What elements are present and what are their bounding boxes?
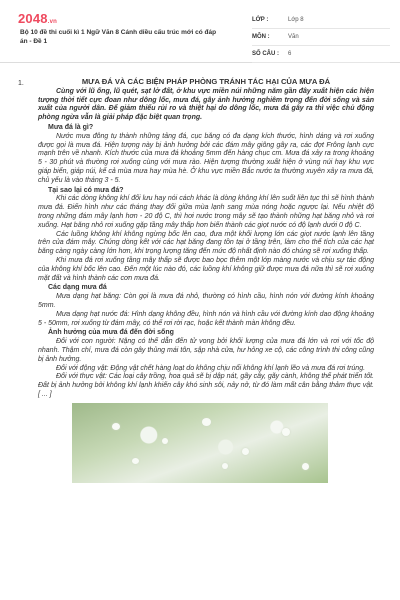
- reading-passage: [38, 78, 374, 483]
- paragraph: Mưa dạng hạt băng: Còn gọi là mưa đá nhỏ, thường có hình cầu, hình nón với đường kính khoảng 5mm.: [38, 293, 374, 309]
- passage-title: MƯA ĐÁ VÀ CÁC BIỆN PHÁP PHÒNG TRÁNH TÁC HẠI CỦA MƯA ĐÁ: [81, 77, 331, 86]
- meta-value: Văn: [288, 34, 299, 40]
- paragraph: Đối với con người: Nặng có thể dẫn đến tử vong bởi khối lượng của mưa đá lớn và rơi với tốc độ nhanh. Thậm chí, mưa đá còn gây thủng mái tôn, sập nhà cửa, hư hỏng xe cộ, các công trình thi công cũng bị ảnh hưởng.: [38, 338, 374, 363]
- logo-suffix: .vn: [47, 19, 58, 25]
- paragraph: Khi mưa đá rơi xuống tầng mây thấp sẽ được bao bọc thêm một lớp màng nước và chịu sự tác động của không khí bốc lên cao. Đến một lúc nào đó, các luồng khí không giữ được mưa đá nữa thì sẽ rơi xuống mặt đất và hình thành các cơn mưa đá.: [38, 256, 374, 282]
- paragraph: Khi các dòng không khí đối lưu hay nói cách khác là dòng không khí lên suốt liên tục thì sẽ hình thành mưa đá. Điển hình như các tháng thay đổi giữa mùa lạnh sang mùa nóng hoặc ngược lại. Nếu nhiệt độ trong những đám mây lạnh hơn - 20 độ C, thì hơi nước trong mây sẽ tạo thành những hạt băng nhỏ và rơi xuống. Hạt băng nhỏ rơi xuống gặp tầng mây thấp hơn biến thành các giọt nước có độ lạnh dưới 0 độ C.: [38, 195, 374, 229]
- passage-lead: Cùng với lũ ống, lũ quét, sạt lở đất, ở khu vực miền núi những năm gần đây xuất hiện các hiện tượng thời tiết cực đoan như dông lốc, mưa đá, gây ảnh hưởng nghiêm trọng đến đời sống và sản xuất của người dân. Để giảm thiểu rủi ro và thiệt hại do dông lốc, mưa đá gây ra thì việc chủ động phòng ngừa vẫn là giải pháp đặc biệt quan trọng.: [38, 87, 374, 122]
- hail-on-grass-photo: [72, 403, 328, 483]
- meta-row-subject: [252, 29, 390, 46]
- meta-key: LỚP :: [252, 17, 269, 23]
- paragraph: Nước mưa đông tụ thành những tảng đá, cục băng có đa dạng kích thước, hình dáng và rơi xuống được gọi là mưa đá. Hiện tượng này bị ảnh hưởng bởi các đám mây giông gây ra, các đợt Frông lạnh cực mạnh trên về nhanh. Kích thước của mưa đá khoảng 5mm đến hàng chục cm. Mưa đá xảy ra trong khoảng 5 - 30 phút và thường rơi xuống cùng với mưa rào. Hiện tượng thường xuất hiện ở vùng núi hay khu vực giáp biển, giáp núi, kể cả mùa mưa hay mùa hè. Ở khu vực miền Bắc nước ta thường xuyên xảy ra mưa đá, chủ yếu là vào tháng 3 - 5.: [38, 132, 374, 184]
- section-heading: Mưa đá là gì?: [48, 123, 94, 131]
- site-header: [0, 0, 400, 63]
- document-meta: [252, 12, 390, 63]
- document-title: Bộ 10 đề thi cuối kì 1 Ngữ Văn 8 Cánh diều cấu trúc mới có đáp án - Đề 1: [20, 29, 217, 45]
- meta-row-question-count: [252, 46, 390, 63]
- section-heading: Các dạng mưa đá: [48, 284, 107, 292]
- paragraph: Đối với thực vật: Các loại cây trồng, hoa quả sẽ bị dập nát, gãy cây, gãy cành, không thể phát triển tốt. Đất bị ảnh hưởng bởi không khí lạnh khiến cây khó sinh sôi, nảy nở, từ đó làm mất cân bằng thảm thực vật. [ ... ]: [38, 373, 374, 398]
- meta-value: Lớp 8: [288, 17, 304, 23]
- paragraph: Các luồng không khí không ngừng bốc lên cao, đưa một khối lượng lớn các giọt nước lạnh lên tầng trên của đám mây. Chúng dòng kết với các hạt băng đang tồn tại ở tầng trên, làm cho thể tích của các hạt băng càng ngày càng lớn hơn, khi trọng lượng tăng đến mức độ nhất định nào đó chúng sẽ rơi xuống thấp.: [38, 230, 374, 256]
- meta-key: MÔN :: [252, 34, 270, 40]
- section-heading: Ảnh hưởng của mưa đá đến đời sống: [48, 329, 174, 337]
- meta-value: 6: [288, 51, 292, 57]
- paragraph: Đối với động vật: Động vật chết hàng loạt do không chịu nổi không khí lạnh lẽo và mưa đá rơi trúng.: [56, 364, 366, 372]
- meta-row-grade: [252, 12, 390, 29]
- site-logo[interactable]: [18, 11, 57, 26]
- meta-key: SỐ CÂU :: [252, 51, 279, 57]
- section-heading: Tại sao lại có mưa đá?: [48, 186, 124, 194]
- logo-text: 2048: [18, 11, 48, 26]
- question-number: 1.: [18, 80, 24, 87]
- paragraph: Mưa dạng hạt nước đá: Hình dạng không đều, hình nón và hình cầu với đường kính dao động khoảng 5 - 50mm, rơi xuống từ đám mây, có thể rơi rời rạc, hoặc kết thành màn không đều.: [38, 310, 374, 327]
